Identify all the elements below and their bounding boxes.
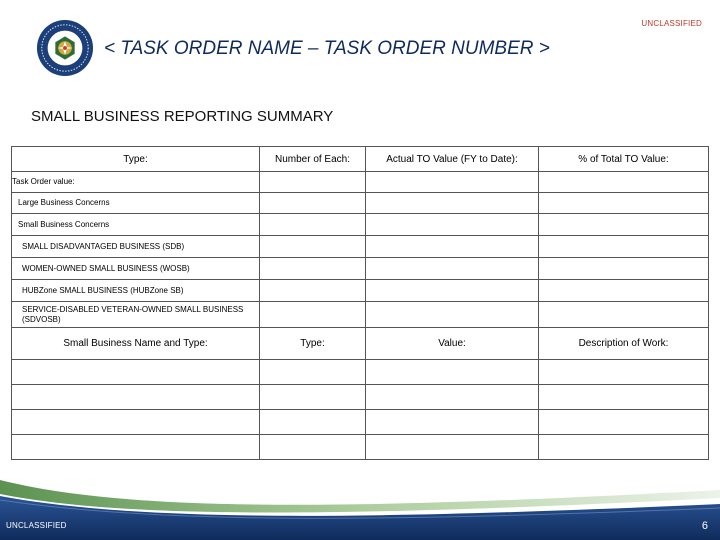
section-heading: SMALL BUSINESS REPORTING SUMMARY — [31, 108, 334, 125]
table1-header-row — [12, 147, 709, 172]
cell-percent[interactable] — [539, 172, 709, 193]
table-row — [12, 360, 709, 385]
header-type: Type: — [12, 147, 260, 172]
table2-header-row — [12, 328, 709, 360]
classification-bottom: UNCLASSIFIED — [6, 521, 67, 530]
table-row — [12, 214, 709, 236]
cell-value[interactable] — [366, 193, 539, 214]
cell-value[interactable] — [366, 258, 539, 280]
row-label-hubzone: HUBZone SMALL BUSINESS (HUBZone SB) — [12, 280, 260, 302]
cell-value[interactable] — [366, 385, 539, 410]
header-type-2: Type: — [260, 328, 366, 360]
cell-number[interactable] — [260, 258, 366, 280]
header-description-of-work: Description of Work: — [539, 328, 709, 360]
cell-business-name[interactable] — [12, 385, 260, 410]
cell-business-name[interactable] — [12, 435, 260, 460]
row-label-task-order-value: Task Order value: — [12, 172, 260, 193]
table-row — [12, 435, 709, 460]
cell-type[interactable] — [260, 410, 366, 435]
cell-value[interactable] — [366, 172, 539, 193]
cell-percent[interactable] — [539, 214, 709, 236]
table-row — [12, 193, 709, 214]
cell-percent[interactable] — [539, 302, 709, 328]
cell-percent[interactable] — [539, 258, 709, 280]
classification-top: UNCLASSIFIED — [641, 19, 702, 28]
cell-number[interactable] — [260, 280, 366, 302]
cell-description[interactable] — [539, 435, 709, 460]
cell-percent[interactable] — [539, 236, 709, 258]
cell-number[interactable] — [260, 193, 366, 214]
row-label-sdb: SMALL DISADVANTAGED BUSINESS (SDB) — [12, 236, 260, 258]
table-row — [12, 410, 709, 435]
cell-value[interactable] — [366, 435, 539, 460]
header-percent-total: % of Total TO Value: — [539, 147, 709, 172]
small-business-report-table — [11, 146, 709, 460]
table-row — [12, 385, 709, 410]
table-row — [12, 280, 709, 302]
cell-type[interactable] — [260, 360, 366, 385]
cell-value[interactable] — [366, 236, 539, 258]
cell-value[interactable] — [366, 360, 539, 385]
footer-banner — [0, 470, 720, 540]
department-of-energy-seal-icon — [36, 19, 94, 77]
cell-description[interactable] — [539, 385, 709, 410]
table-row — [12, 236, 709, 258]
table-row — [12, 172, 709, 193]
cell-value[interactable] — [366, 280, 539, 302]
page-number: 6 — [701, 520, 708, 532]
row-label-wosb: WOMEN-OWNED SMALL BUSINESS (WOSB) — [12, 258, 260, 280]
cell-number[interactable] — [260, 236, 366, 258]
cell-type[interactable] — [260, 435, 366, 460]
table-row — [12, 302, 709, 328]
cell-type[interactable] — [260, 385, 366, 410]
header-actual-to-value: Actual TO Value (FY to Date): — [366, 147, 539, 172]
cell-number[interactable] — [260, 302, 366, 328]
cell-description[interactable] — [539, 360, 709, 385]
cell-percent[interactable] — [539, 193, 709, 214]
header-business-name-type: Small Business Name and Type: — [12, 328, 260, 360]
cell-number[interactable] — [260, 214, 366, 236]
cell-number[interactable] — [260, 172, 366, 193]
cell-description[interactable] — [539, 410, 709, 435]
row-label-small-business: Small Business Concerns — [12, 214, 260, 236]
cell-percent[interactable] — [539, 280, 709, 302]
cell-value[interactable] — [366, 302, 539, 328]
slide-title: < TASK ORDER NAME – TASK ORDER NUMBER > — [104, 38, 550, 59]
header-number-of-each: Number of Each: — [260, 147, 366, 172]
row-label-sdvosb: SERVICE-DISABLED VETERAN-OWNED SMALL BUSINESS (SDVOSB) — [12, 302, 260, 328]
cell-business-name[interactable] — [12, 410, 260, 435]
cell-value[interactable] — [366, 410, 539, 435]
header-value: Value: — [366, 328, 539, 360]
row-label-large-business: Large Business Concerns — [12, 193, 260, 214]
cell-value[interactable] — [366, 214, 539, 236]
cell-business-name[interactable] — [12, 360, 260, 385]
table-row — [12, 258, 709, 280]
